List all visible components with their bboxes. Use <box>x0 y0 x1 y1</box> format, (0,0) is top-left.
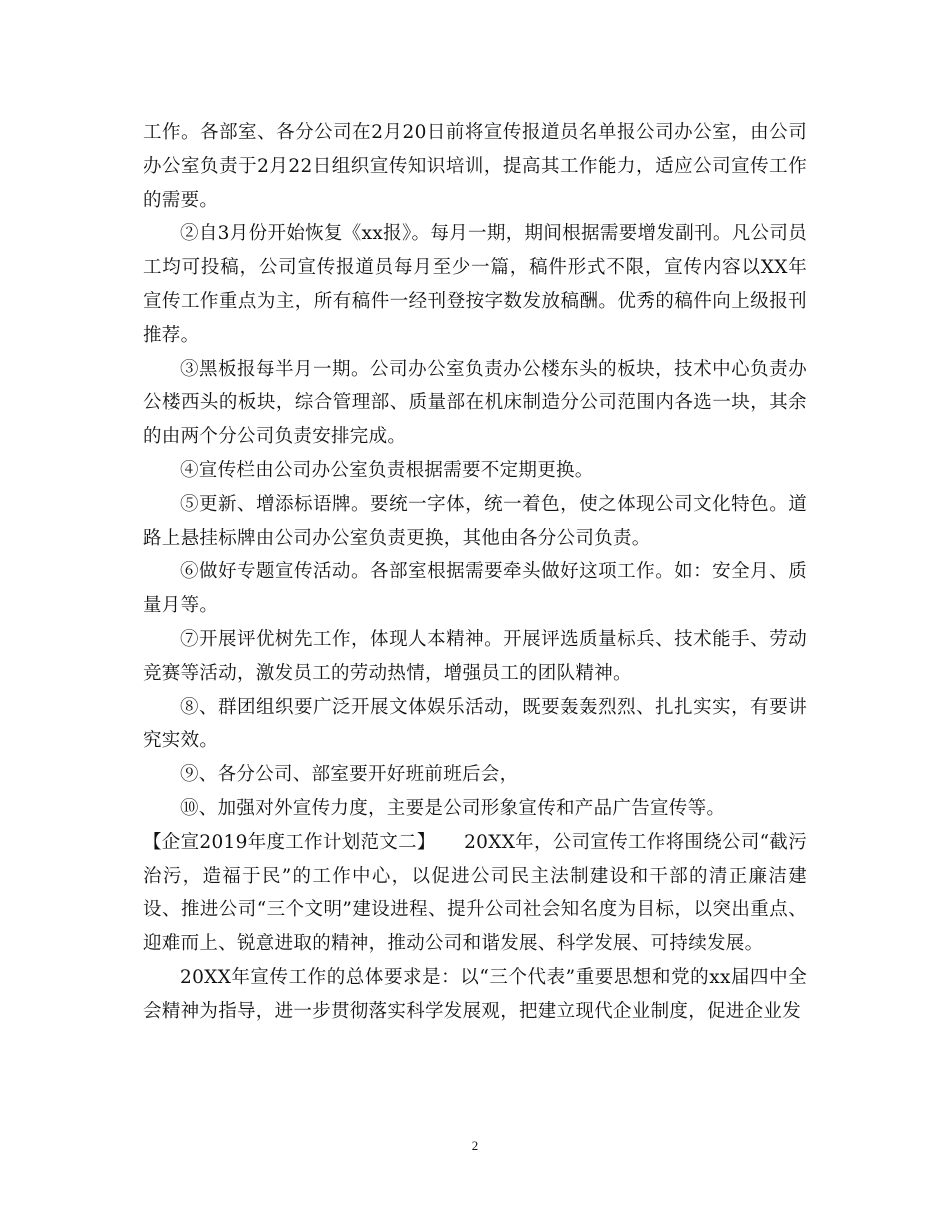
paragraph: ⑥做好专题宣传活动。各部室根据需要牵头做好这项工作。如：安全月、质量月等。 <box>143 561 807 617</box>
paragraph: ④宣传栏由公司办公室负责根据需要不定期更换。 <box>180 459 594 481</box>
body-text <box>143 116 807 1029</box>
paragraph: 工作。各部室、各分公司在2月20日前将宣传报道员名单报公司办公室，由公司办公室负责于2月22日组织宣传知识培训，提高其工作能力，适应公司宣传工作的需要。 <box>143 122 807 211</box>
paragraph: ⑨、各分公司、部室要开好班前班后会， <box>180 764 519 786</box>
paragraph: 20XX年宣传工作的总体要求是：以“三个代表”重要思想和党的xx届四中全会精神为指导，进一步贯彻落实科学发展观，把建立现代企业制度，促进企业发 <box>143 966 807 1022</box>
paragraph: ⑩、加强对外宣传力度，主要是公司形象宣传和产品广告宣传等。 <box>180 797 726 819</box>
paragraph: ⑧、群团组织要广泛开展文体娱乐活动，既要轰轰烈烈、扎扎实实，有要讲究实效。 <box>143 696 807 752</box>
paragraph: ⑤更新、增添标语牌。要统一字体，统一着色，使之体现公司文化特色。道路上悬挂标牌由公司办公室负责更换，其他由各分公司负责。 <box>143 493 807 549</box>
paragraph: ②自3月份开始恢复《xx报》。每月一期，期间根据需要增发副刊。凡公司员工均可投稿，公司宣传报道员每月至少一篇，稿件形式不限，宣传内容以XX年宣传工作重点为主，所有稿件一经刊登按字数发放稿酬。优秀的稿件向上级报刊推荐。 <box>143 223 807 346</box>
paragraph: ⑦开展评优树先工作，体现人本精神。开展评选质量标兵、技术能手、劳动竞赛等活动，激发员工的劳动热情，增强员工的团队精神。 <box>143 628 807 684</box>
paragraph: ③黑板报每半月一期。公司办公室负责办公楼东头的板块，技术中心负责办公楼西头的板块，综合管理部、质量部在机床制造分公司范围内各选一块，其余的由两个分公司负责安排完成。 <box>143 358 807 448</box>
page-number: 2 <box>471 1138 479 1153</box>
section-heading-paragraph: 【企宣2019年度工作计划范文二】 20XX年，公司宣传工作将围绕公司“截污治污，造福于民”的工作中心，以促进公司民主法制建设和干部的清正廉洁建设、推进公司“三个文明”建设进程、提升公司社会知名度为目标，以突出重点、迎难而上、锐意进取的精神，推动公司和谐发展、科学发展、可持续发展。 <box>143 831 807 955</box>
